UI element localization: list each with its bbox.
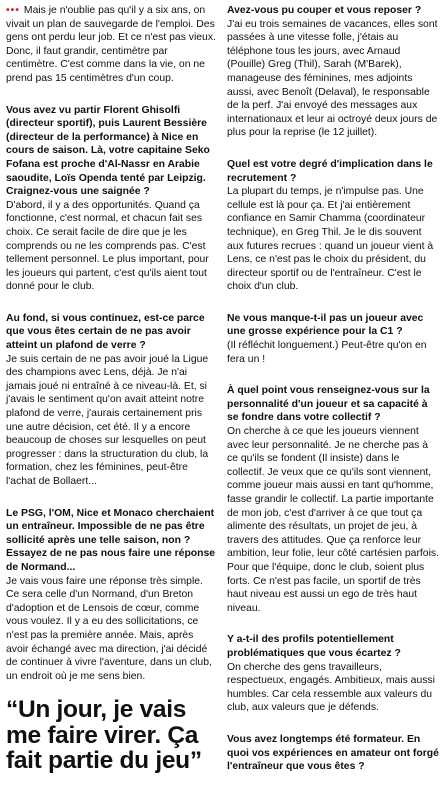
answer-6: (Il réfléchit longuement.) Peut-être qu'on en fera un !: [227, 340, 427, 365]
question-3: Le PSG, l'OM, Nice et Monaco cherchaient un entraîneur. Impossible de ne pas être sollicité après une telle saison, non ? Essayez de ne pas nous faire une réponse de Normand...: [6, 507, 216, 573]
question-7: À quel point vous renseignez-vous sur la personnalité d'un joueur et sa capacité à se fondre dans votre collectif ?: [227, 385, 430, 424]
question-5: Quel est votre degré d'implication dans le recrutement ?: [227, 158, 433, 184]
left-column: [6, 4, 216, 774]
right-column: [227, 4, 439, 774]
answer-5: La plupart du temps, je n'impulse pas. Une cellule est là pour ça. Et j'ai entièrement confiance en Samir Chamma (coordinateur technique), en Greg Thil. Je le dis souvent aux futures recrues : quand un joueur vient à Lens, ce n'est pas le choix du président, du directeur sportif ou de l'entraîneur. C'est le choix d'un club.: [227, 186, 434, 293]
answer-3: Je vais vous faire une réponse très simple. Ce sera celle d'un Normand, d'un Breton d'adoption et de Lensois de cœur, comme vous voulez. Il y a eu des sollicitations, ce n'est pas la première année. Mais, après avoir échangé avec ma direction, j'ai décidé de continuer à vivre l'aventure, dans un club, un endroit où je me sens bien.: [6, 575, 212, 682]
pull-quote: “Un jour, je vais me faire virer. Ça fait partie du jeu”: [6, 696, 202, 775]
question-1: Vous avez vu partir Florent Ghisolfi (directeur sportif), puis Laurent Bessière (directeur de la performance) à Nice en cours de saison. Là, votre capitaine Seko Fofana est proche d'Al-Nassr en Arabie saoudite, Loïs Openda tenté par Leipzig. Craignez-vous une saignée ?: [6, 104, 210, 198]
answer-8: On cherche des gens travailleurs, respectueux, engagés. Ambitieux, mais aussi humbles. Car cela ressemble aux valeurs du club, aux valeurs que je défends.: [227, 661, 435, 714]
answer-2: Je suis certain de ne pas avoir joué la Ligue des champions avec Lens, déjà. Je n'ai jamais joué ni entraîné à ce niveau-là. Et, si j'avais le sentiment qu'on avait atteint notre plafond de verre, j'aurais certainement pris une autre décision, cet été. Il y a encore beaucoup de choses sur lesquelles on peut progresser : dans la structuration du club, la formation, chez les féminines, peut-être l'achat de Bollaert...: [6, 353, 209, 487]
question-2: Au fond, si vous continuez, est-ce parce que vous êtes certain de ne pas avoir atteint un plafond de verre ?: [6, 312, 205, 352]
question-8: Y a-t-il des profils potentiellement problématiques que vous écartez ?: [227, 634, 401, 659]
question-6: Ne vous manque-t-il pas un joueur avec une grosse expérience pour la C1 ?: [227, 312, 424, 338]
answer-7: On cherche à ce que les joueurs viennent avec leur personnalité. Je ne cherche pas à ce qu'ils se fondent (Il insiste) dans le collectif. Je veux que ce qu'ils sont viennent, comme joueur mais aussi en tant qu'homme, fasse grandir le collectif. La partie importante de mon job, c'est d'arriver à ce que tout ça alimente des résultats, un projet de jeu, à travers des attitudes. Que ça renforce leur ambition, leur folie, leur côté cartésien parfois. Pour que l'équipe, donc le club, soient plus forts. Ce n'est pas facile, un sportif de très haut niveau est aussi un ego de très haut niveau.: [227, 426, 439, 614]
question-9: Vous avez longtemps été formateur. En quoi vos expériences en amateur ont forgé l'entraîneur que vous êtes ?: [227, 733, 439, 773]
intro-text: Mais je n'oublie pas qu'il y a six ans, on vivait un plan de sauvegarde de l'emploi. Des gens ont perdu leur job. Et ce n'est pas vieux. Donc, il faut grandir, centimètre par centimètre. C'est comme dans la vie, on ne prend pas 15 centimètres d'un coup.: [6, 5, 216, 84]
question-4: Avez-vous pu couper et vous reposer ?: [227, 5, 422, 16]
answer-1: D'abord, il y a des opportunités. Quand ça fonctionne, c'est normal, et chacun fait ses choix. Ce serait facile de dire que je les comprends ou ne les comprends pas. C'est tellement personnel. Le plus important, pour les joueurs qui partent, c'est qu'ils aient tout donné pour le club.: [6, 199, 209, 293]
answer-4: J'ai eu trois semaines de vacances, elles sont passées à une vitesse folle, j'étais au téléphone tous les jours, avec Arnaud (Pouille) Greg (Thil), Sarah (M'Barek), manageuse des féminines, mes adjoints aussi, avec Benoît (Delaval), le responsable de la perf. J'ai envoyé des messages aux internationaux et leur ai octroyé deux jours de plus pour la reprise (le 12 juillet).: [227, 18, 438, 139]
intro-paragraph: [6, 4, 216, 86]
section-marker: •••: [6, 5, 20, 16]
